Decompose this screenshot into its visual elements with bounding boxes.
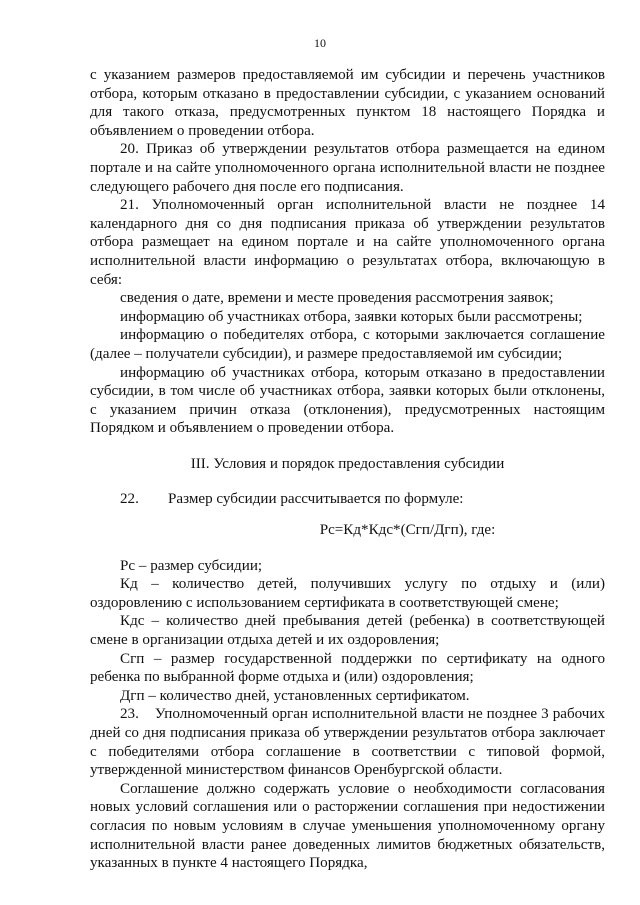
paragraph-continuation: с указанием размеров предоставляемой им субсидии и перечень участников отбора, которым отказано в предоставлении субсидии, с указанием оснований для такого отказа, предусмотренных пунктом 18 настоящего Порядка и объявлением о проведении отбора. <box>90 67 605 139</box>
definition-sgp: Сгп – размер государственной поддержки по сертификату на одного ребенка по выбранной форме отдыха и (или) оздоровления; <box>90 650 605 686</box>
paragraph-item-22 <box>90 490 605 509</box>
definition-rs: Рс – размер субсидии; <box>120 557 263 574</box>
list-item-reviewed-participants: информацию об участниках отбора, заявки которых были рассмотрены; <box>120 308 583 325</box>
definition-kd: Кд – количество детей, получивших услугу по отдыху и (или) оздоровлению с использованием сертификата в соответствующей смене; <box>90 576 605 611</box>
item-22-number: 22. <box>120 491 139 508</box>
paragraph-item-23: 23. Уполномоченный орган исполнительной власти не позднее 3 рабочих дней со дня подписания приказа об утверждении результатов отбора заключает с победителями отбора соглашение в соответствии с типовой формой, утвержденной министерством финансов Оренбургской области. <box>90 706 609 779</box>
subsidy-formula: Рс=Кд*Кдс*(Сгп/Дгп), где: <box>319 522 496 539</box>
list-item-winners: информацию о победителях отбора, с которыми заключается соглашение (далее – получатели субсидии), и размере предоставляемой им субсидии; <box>90 327 605 362</box>
section-heading: III. Условия и порядок предоставления субсидии <box>190 455 505 472</box>
definition-dgp: Дгп – количество дней, установленных сертификатом. <box>120 687 470 704</box>
page-number: 10 <box>314 36 326 50</box>
paragraph-item-20: 20. Приказ об утверждении результатов отбора размещается на едином портале и на сайте уполномоченного органа исполнительной власти не позднее следующего рабочего дня после его подписания. <box>90 141 605 195</box>
paragraph-item-21: 21. Уполномоченный орган исполнительной власти не позднее 14 календарного дня со дня подписания приказа об утверждении результатов отбора размещает на едином портале и на сайте уполномоченного органа исполнительной власти информацию о результатах отбора, включающую в себя: <box>90 197 605 288</box>
list-item-rejected-participants: информацию об участниках отбора, которым отказано в предоставлении субсидии, в том числе об участниках отбора, заявки которых были отклонены, с указанием причин отказа (отклонения), предусмотренных настоящим Порядком и объявлением о проведении отбора. <box>90 364 605 437</box>
item-22-text: Размер субсидии рассчитывается по формуле: <box>168 491 464 508</box>
document-body <box>90 66 609 873</box>
definition-kds: Кдс – количество дней пребывания детей (ребенка) в соответствующей смене в организации отдыха детей и их оздоровления; <box>90 613 605 649</box>
list-item-dates: сведения о дате, времени и месте проведения рассмотрения заявок; <box>120 290 554 307</box>
paragraph-agreement-terms: Соглашение должно содержать условие о необходимости согласования новых условий соглашения или о расторжении соглашения при недостижении согласия по новым условиям в случае уменьшения уполномоченному органу исполнительной власти ранее доведенных лимитов бюджетных обязательств, указанных в пункте 4 настоящего Порядка, <box>90 780 605 872</box>
